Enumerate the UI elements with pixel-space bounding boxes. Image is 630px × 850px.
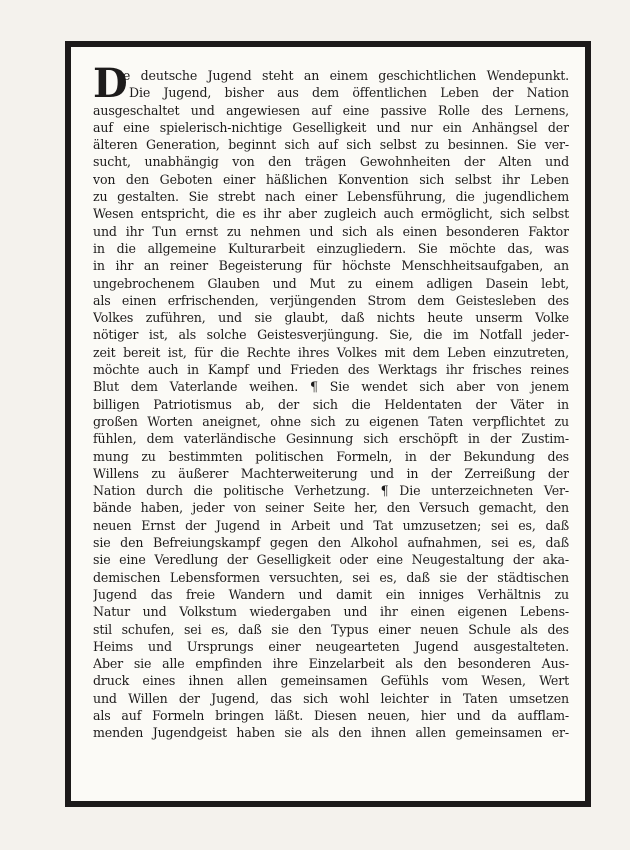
text-line: auf eine spielerisch-nichtige Geselligkeit und nur ein Anhängsel der xyxy=(93,119,569,135)
text-line: als auf Formeln bringen läßt. Diesen neuen, hier und da aufflam- xyxy=(93,707,569,723)
text-line: Natur und Volkstum wiedergaben und ihr einen eigenen Lebens- xyxy=(93,604,569,620)
text-line: sie den Befreiungskampf gegen den Alkohol aufnahmen, sei es, daß xyxy=(93,535,569,551)
text-line: möchte auch in Kampf und Frieden des Werktags ihr frisches reines xyxy=(93,362,569,378)
text-line: zeit bereit ist, für die Rechte ihres Volkes mit dem Leben einzutreten, xyxy=(93,344,569,360)
text-line: großen Worten aneignet, ohne sich zu eigenen Taten verpflichtet zu xyxy=(93,413,569,429)
text-line: zu gestalten. Sie strebt nach einer Lebensführung, die jugendlichem xyxy=(93,189,569,205)
text-line: mung zu bestimmten politischen Formeln, in der Bekundung des xyxy=(93,448,569,464)
text-line: von den Geboten einer häßlichen Konvention sich selbst ihr Leben xyxy=(93,171,569,187)
text-line: und Willen der Jugend, das sich wohl leichter in Taten umsetzen xyxy=(93,690,569,706)
text-line: druck eines ihnen allen gemeinsamen Gefühls vom Wesen, Wert xyxy=(93,673,569,689)
text-line: stil schufen, sei es, daß sie den Typus einer neuen Schule als des xyxy=(93,621,569,637)
text-line: älteren Generation, beginnt sich auf sich selbst zu besinnen. Sie ver- xyxy=(93,137,569,153)
text-line: sucht, unabhängig von den trägen Gewohnheiten der Alten und xyxy=(93,154,569,170)
text-line: Volkes zuführen, und sie glaubt, daß nichts heute unserm Volke xyxy=(93,310,569,326)
text-line: fühlen, dem vaterländische Gesinnung sich erschöpft in der Zustim- xyxy=(93,431,569,447)
text-line: Die Jugend, bisher aus dem öffentlichen Leben der Nation xyxy=(129,85,569,101)
text-line: Wesen entspricht, die es ihr aber zugleich auch ermöglicht, sich selbst xyxy=(93,206,569,222)
text-line: in ihr an reiner Begeisterung für höchste Menschheitsaufgaben, an xyxy=(93,258,569,274)
text-line: sie eine Veredlung der Geselligkeit oder eine Neugestaltung der aka- xyxy=(93,552,569,568)
text-line: ausgeschaltet und angewiesen auf eine passive Rolle des Lernens, xyxy=(93,102,569,118)
text-line: Willens zu äußerer Machterweiterung und in der Zerreißung der xyxy=(93,465,569,481)
text-line: Jugend das freie Wandern und damit ein inniges Verhältnis zu xyxy=(93,586,569,602)
text-line: bände haben, jeder von seiner Seite her, den Versuch gemacht, den xyxy=(93,500,569,516)
text-line: nötiger ist, als solche Geistesverjüngung. Sie, die im Notfall jeder- xyxy=(93,327,569,343)
text-line: billigen Patriotismus ab, der sich die Heldentaten der Väter in xyxy=(93,396,569,412)
text-line: Aber sie alle empfinden ihre Einzelarbeit als den besonderen Aus- xyxy=(93,656,569,672)
text-line: in die allgemeine Kulturarbeit einzugliedern. Sie möchte das, was xyxy=(93,240,569,256)
text-line: ungebrochenem Glauben und Mut zu einem adligen Dasein lebt, xyxy=(93,275,569,291)
text-line: Blut dem Vaterlande weihen. ¶ Sie wendet sich aber von jenem xyxy=(93,379,569,395)
body-text xyxy=(93,67,569,787)
text-line: demischen Lebensformen versuchten, sei es, daß sie der städtischen xyxy=(93,569,569,585)
text-line: und ihr Tun ernst zu nehmen und sich als einen besonderen Faktor xyxy=(93,223,569,239)
text-line: Heims und Ursprungs einer neugearteten Jugend ausgestalteten. xyxy=(93,638,569,654)
text-line: Nation durch die politische Verhetzung. ¶ Die unterzeichneten Ver- xyxy=(93,483,569,499)
page-frame xyxy=(65,41,591,807)
text-line: menden Jugendgeist haben sie als den ihnen allen gemeinsamen er- xyxy=(93,725,569,741)
text-line: als einen erfrischenden, verjüngenden Strom dem Geistesleben des xyxy=(93,292,569,308)
drop-initial: D xyxy=(93,67,128,107)
text-line: ie deutsche Jugend steht an einem geschichtlichen Wendepunkt. xyxy=(119,68,569,83)
text-line: neuen Ernst der Jugend in Arbeit und Tat umzusetzen; sei es, daß xyxy=(93,517,569,533)
